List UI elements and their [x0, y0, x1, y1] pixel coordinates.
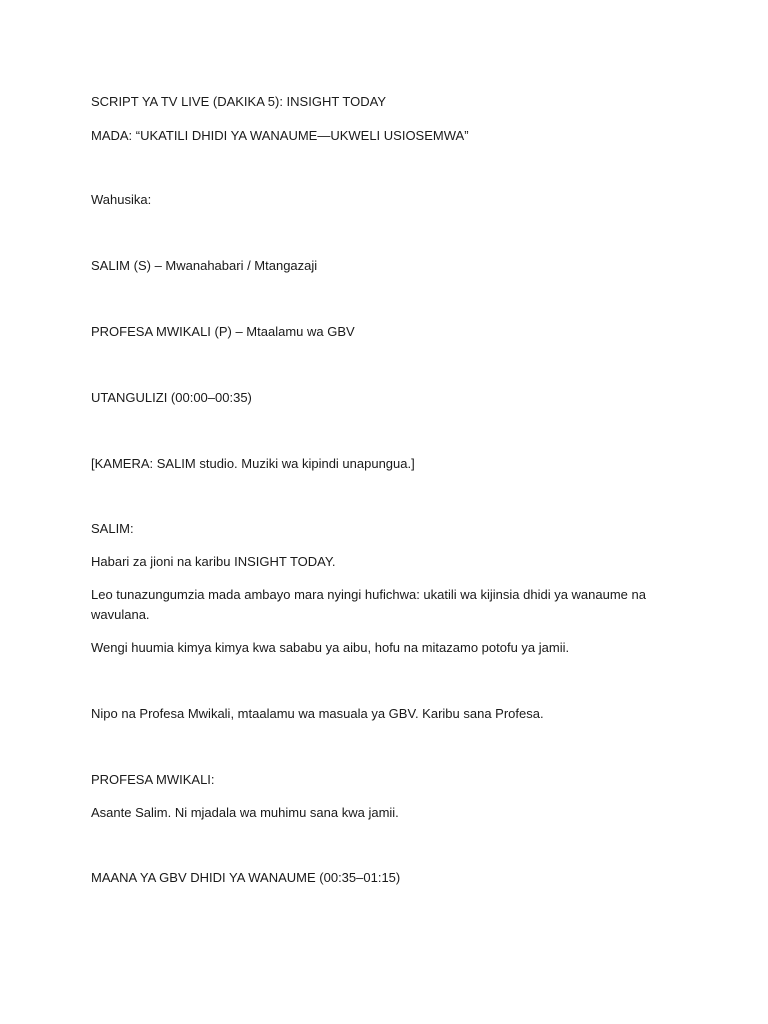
cast-member: PROFESA MWIKALI (P) – Mtaalamu wa GBV	[91, 324, 355, 339]
dialogue-line: Asante Salim. Ni mjadala wa muhimu sana kwa jamii.	[91, 805, 399, 820]
cast-member: SALIM (S) – Mwanahabari / Mtangazaji	[91, 258, 318, 273]
speaker-label-salim: SALIM:	[91, 521, 134, 536]
section-heading-intro: UTANGULIZI (00:00–00:35)	[91, 390, 252, 405]
dialogue-line: Habari za jioni na karibu INSIGHT TODAY.	[91, 554, 336, 569]
stage-direction: [KAMERA: SALIM studio. Muziki wa kipindi unapungua.]	[91, 456, 415, 471]
cast-heading: Wahusika:	[91, 192, 152, 207]
topic-line: MADA: “UKATILI DHIDI YA WANAUME—UKWELI USIOSEMWA”	[91, 128, 469, 143]
dialogue-line: Nipo na Profesa Mwikali, mtaalamu wa masuala ya GBV. Karibu sana Profesa.	[91, 706, 544, 721]
speaker-label-profesa: PROFESA MWIKALI:	[91, 772, 215, 787]
dialogue-line: Leo tunazungumzia mada ambayo mara nyingi hufichwa: ukatili wa kijinsia dhidi ya wanaume na wavulana.	[91, 587, 646, 622]
section-heading-meaning: MAANA YA GBV DHIDI YA WANAUME (00:35–01:15)	[91, 870, 401, 885]
script-title: SCRIPT YA TV LIVE (DAKIKA 5): INSIGHT TODAY	[91, 94, 387, 109]
dialogue-line: Wengi huumia kimya kimya kwa sababu ya aibu, hofu na mitazamo potofu ya jamii.	[91, 640, 570, 655]
